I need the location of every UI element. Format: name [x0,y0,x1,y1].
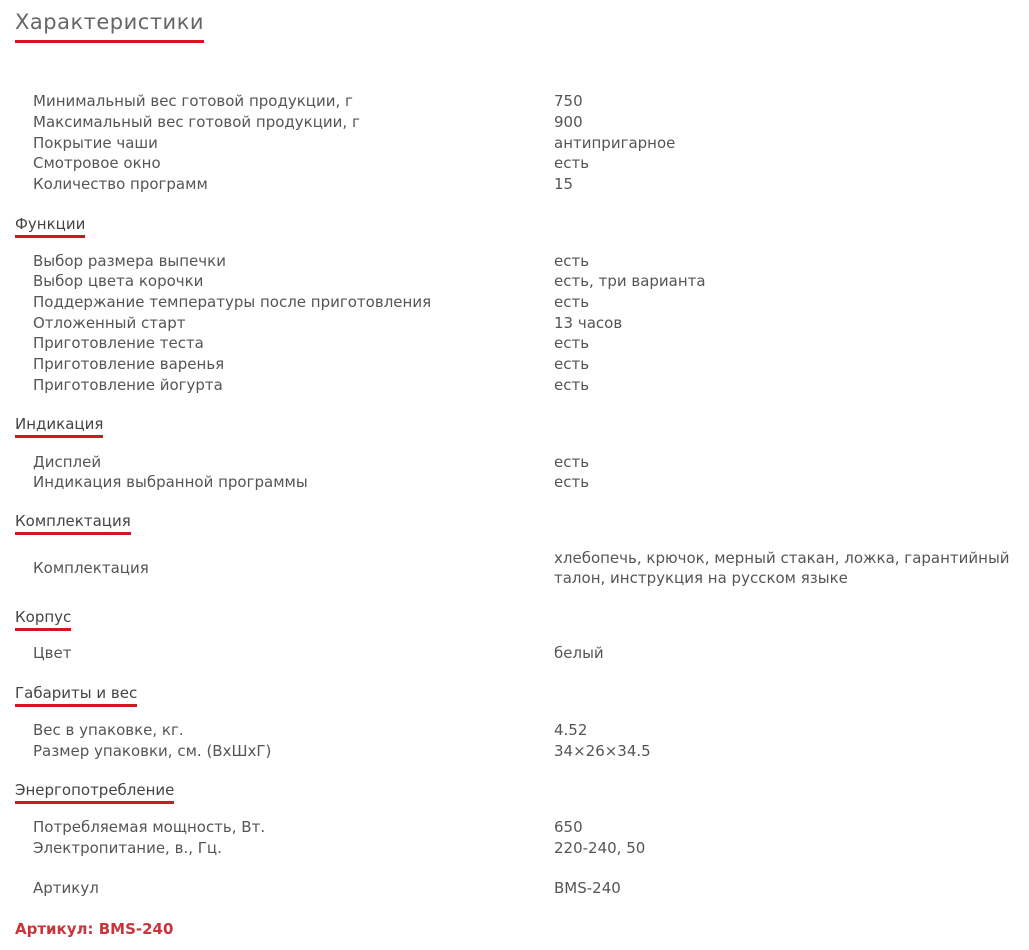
spec-value: 15 [554,175,574,193]
spec-value: есть [554,473,590,491]
spec-value: антипригарное [554,134,676,152]
spec-value: 220-240, 50 [554,839,646,857]
spec-label: Вес в упаковке, кг. [33,721,184,739]
spec-value: 34×26×34.5 [554,742,651,760]
spec-value: 900 [554,113,583,131]
spec-label: Артикул [33,879,99,897]
spec-value: есть [554,293,590,311]
spec-value: 13 часов [554,314,623,332]
spec-label: Выбор цвета корочки [33,272,204,290]
spec-value: есть [554,453,590,471]
spec-value: хлебопечь, крючок, мерный стакан, ложка, гарантийный талон, инструкция на русском языке [554,549,1010,587]
spec-label: Максимальный вес готовой продукции, г [33,113,360,131]
spec-label: Приготовление варенья [33,355,225,373]
spec-label: Дисплей [33,453,102,471]
spec-label: Размер упаковки, см. (ВхШхГ) [33,742,272,760]
page-title: Характеристики [15,10,204,43]
spec-value: белый [554,644,604,662]
spec-label: Минимальный вес готовой продукции, г [33,92,353,110]
spec-label: Смотровое окно [33,154,161,172]
section-heading-indication: Индикация [15,415,103,438]
section-heading-functions: Функции [15,215,85,238]
spec-value: есть [554,154,590,172]
spec-label: Электропитание, в., Гц. [33,839,222,857]
spec-label: Цвет [33,644,72,662]
spec-label: Комплектация [33,559,149,577]
spec-label: Отложенный старт [33,314,186,332]
spec-label: Количество программ [33,175,208,193]
section-heading-package: Комплектация [15,512,131,535]
spec-value: BMS-240 [554,879,621,897]
spec-value: 4.52 [554,721,588,739]
spec-label: Выбор размера выпечки [33,252,226,270]
spec-value: есть [554,376,590,394]
spec-value: 750 [554,92,583,110]
spec-label: Покрытие чаши [33,134,158,152]
article-footer: Артикул: BMS-240 [15,920,174,938]
spec-value: есть [554,252,590,270]
spec-value: есть, три варианта [554,272,706,290]
spec-value: есть [554,355,590,373]
spec-label: Потребляемая мощность, Вт. [33,818,266,836]
spec-label: Поддержание температуры после приготовления [33,293,432,311]
section-heading-dimensions: Габариты и вес [15,684,137,707]
spec-value: 650 [554,818,583,836]
spec-value: есть [554,334,590,352]
spec-label: Индикация выбранной программы [33,473,308,491]
section-heading-body: Корпус [15,608,71,631]
spec-label: Приготовление теста [33,334,204,352]
section-heading-power: Энергопотребление [15,781,174,804]
spec-label: Приготовление йогурта [33,376,223,394]
